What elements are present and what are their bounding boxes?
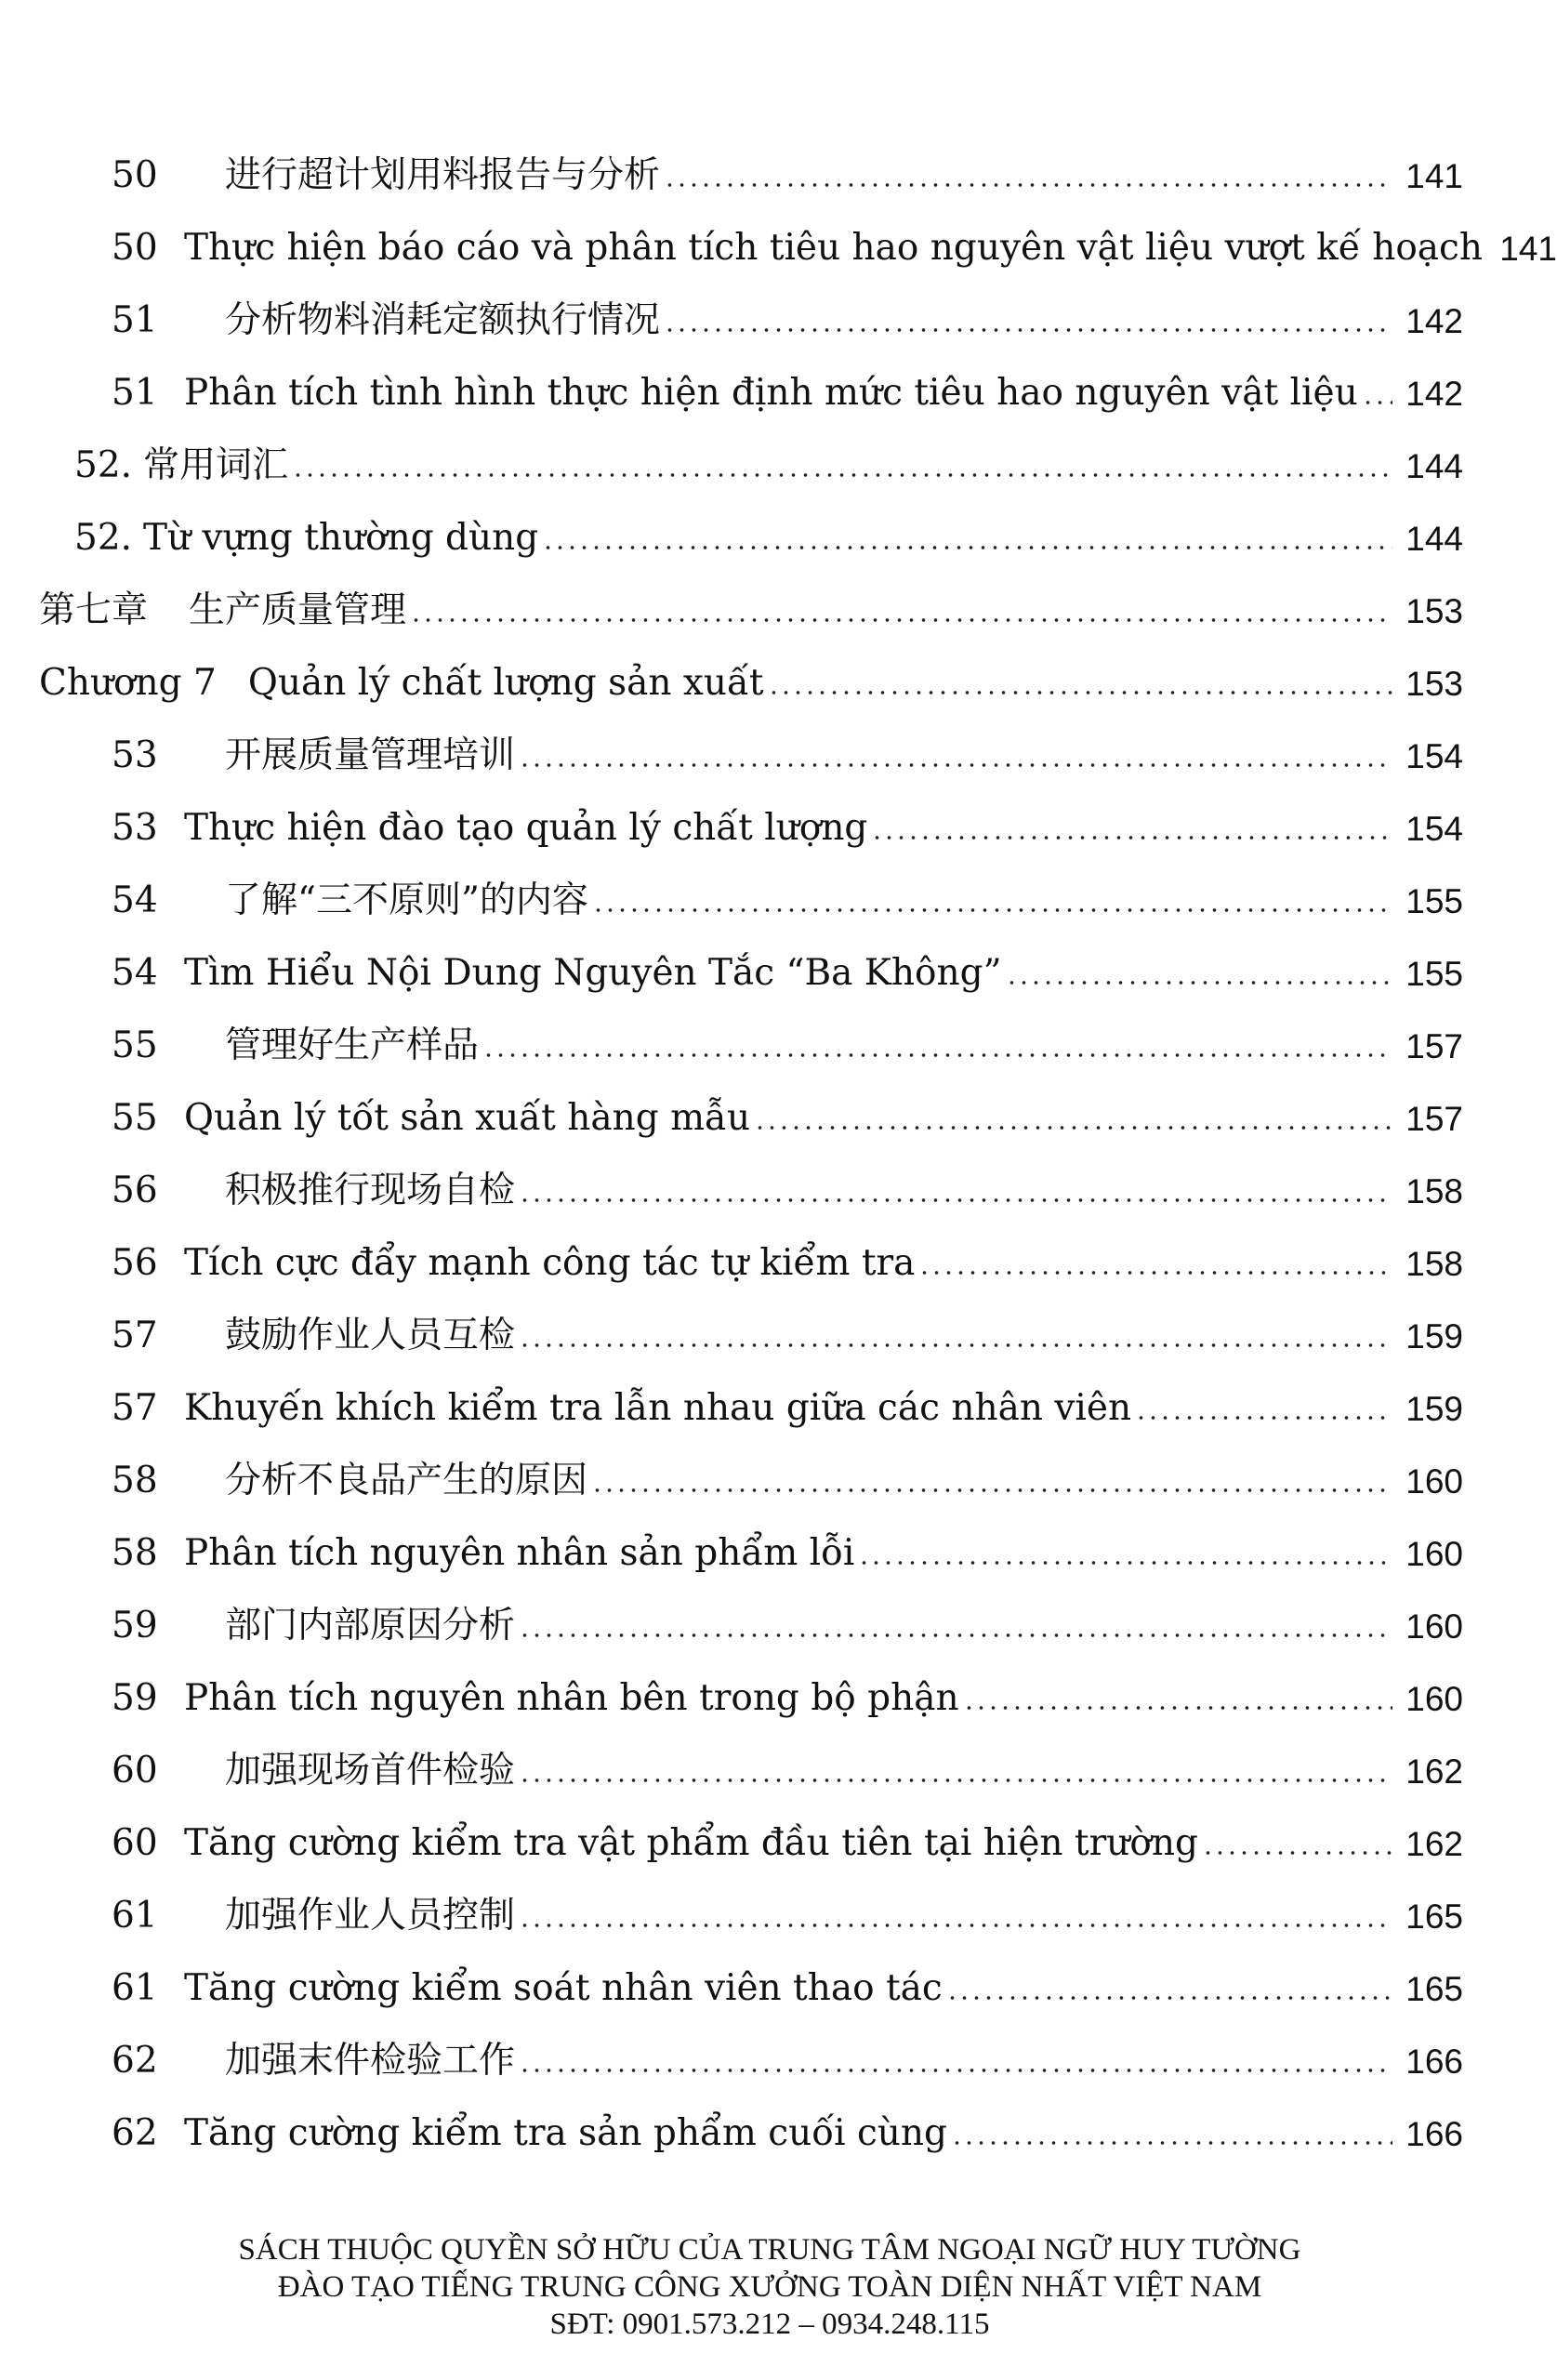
toc-entry[interactable] [0,645,1539,704]
toc-entry-title: 分析物料消耗定额执行情况 [225,299,661,341]
toc-entry-number: 51 [112,299,158,341]
dot-leader [519,1342,1392,1348]
dot-leader [871,835,1392,840]
dot-leader [1006,980,1392,985]
toc-entry[interactable] [0,1298,1539,1354]
dot-leader [519,1633,1392,1638]
toc-entry-number: 56 [112,1170,158,1211]
toc-entry-title: 加强现场首件检验 [225,1750,516,1792]
toc-entry[interactable] [0,790,1539,849]
toc-entry-page-number: 166 [1405,2043,1463,2081]
toc-entry-number: 52. [74,517,133,559]
toc-entry-number: 57 [112,1387,158,1429]
toc-entry-title: Tăng cường kiểm tra vật phẩm đầu tiên tại hiện trường [184,1822,1198,1864]
toc-entry-title: Quản lý chất lượng sản xuất [247,662,764,704]
toc-entry-page-number: 155 [1405,955,1463,993]
toc-entry[interactable] [0,2096,1539,2154]
dot-leader [951,2140,1392,2146]
dot-leader [664,182,1392,188]
toc-entry[interactable] [0,1660,1539,1719]
footer-training-line: ĐÀO TẠO TIẾNG TRUNG CÔNG XƯỞNG TOÀN DIỆN NHẤT VIỆT NAM [277,2270,1262,2304]
toc-entry-page-number: 154 [1405,810,1463,848]
toc-entry-page-number: 153 [1405,665,1463,703]
dot-leader [946,1995,1392,2001]
toc-entry-number: 57 [112,1315,158,1356]
toc-entry-number: 58 [112,1532,158,1574]
toc-entry[interactable] [0,428,1539,486]
toc-entry-number: 61 [112,1967,158,2009]
footer-phone-line: SĐT: 0901.573.212 – 0934.248.115 [549,2307,990,2341]
toc-entry-title: Từ vựng thường dùng [143,517,539,559]
toc-entry-number: 53 [112,807,158,849]
toc-entry[interactable] [0,138,1539,196]
dot-leader [754,1125,1392,1130]
toc-entry-title: 鼓励作业人员互检 [225,1315,516,1356]
toc-entry-page-number: 159 [1405,1317,1463,1355]
toc-entry[interactable] [0,355,1539,414]
toc-entry-number: 58 [112,1460,158,1501]
dot-leader [519,762,1392,768]
toc-entry-number: 第七章 [39,589,149,631]
toc-entry-number: 59 [112,1677,158,1719]
dot-leader [664,327,1392,333]
toc-entry-title: Tìm Hiểu Nội Dung Nguyên Tắc “Ba Không” [184,952,1002,994]
toc-entry-page-number: 165 [1405,1897,1463,1936]
toc-entry[interactable] [0,1515,1539,1574]
toc-entry[interactable] [0,718,1539,774]
toc-entry[interactable] [0,1878,1539,1937]
toc-entry-page-number: 155 [1405,882,1463,920]
toc-entry-page-number: 144 [1405,520,1463,558]
toc-entry-title: Thực hiện đào tạo quản lý chất lượng [184,807,868,849]
toc-entry-number: 62 [112,2112,158,2154]
toc-entry-title: 分析不良品产生的原因 [225,1460,588,1501]
toc-entry[interactable] [0,1370,1539,1429]
toc-entry-page-number: 165 [1405,1970,1463,2008]
toc-entry-page-number: 160 [1405,1680,1463,1718]
toc-entry-number: 61 [112,1895,158,1937]
toc-entry-page-number: 158 [1405,1245,1463,1283]
dot-leader [592,907,1392,913]
toc-entry-number: 53 [112,734,158,776]
dot-leader [1135,1415,1392,1421]
toc-entry-title: 部门内部原因分析 [225,1605,516,1646]
toc-entry[interactable] [0,210,1557,269]
toc-entry-number: 59 [112,1605,158,1646]
toc-entry-page-number: 160 [1405,1462,1463,1501]
toc-entry[interactable] [0,1805,1539,1864]
toc-entry-title: Phân tích tình hình thực hiện định mức tiêu hao nguyên vật liệu [184,372,1358,414]
toc-entry-number: 51 [112,372,158,414]
toc-entry[interactable] [0,500,1539,559]
toc-entry-title: 了解“三不原则”的内容 [225,879,588,921]
toc-entry-page-number: 160 [1405,1607,1463,1646]
dot-leader [1362,400,1392,405]
toc-entry[interactable] [0,1443,1539,1499]
dot-leader [519,1778,1392,1783]
toc-entry[interactable] [0,935,1539,994]
toc-entry-page-number: 144 [1405,447,1463,485]
toc-entry-page-number: 141 [1499,230,1557,268]
dot-leader [519,1923,1392,1928]
toc-entry-page-number: 141 [1405,157,1463,195]
toc-entry-number: 54 [112,952,158,994]
toc-entry-page-number: 153 [1405,592,1463,630]
toc-entry-title: Tích cực đẩy mạnh công tác tự kiểm tra [184,1242,916,1284]
toc-entry-number: 55 [112,1025,158,1066]
toc-entry-number: 50 [112,154,158,196]
dot-leader [519,1197,1392,1203]
dot-leader [918,1270,1392,1276]
dot-leader [768,690,1392,695]
dot-leader [519,2068,1392,2073]
toc-entry-page-number: 157 [1405,1027,1463,1065]
toc-entry[interactable] [0,1008,1539,1064]
toc-entry-title: Thực hiện báo cáo và phân tích tiêu hao nguyên vật liệu vượt kế hoạch [184,227,1484,269]
toc-entry-page-number: 154 [1405,737,1463,775]
toc-entry-number: 52. [74,444,133,486]
toc-entry-number: 55 [112,1097,158,1139]
toc-entry-title: 进行超计划用料报告与分析 [225,154,661,196]
toc-entry[interactable] [0,1950,1539,2009]
dot-leader [963,1705,1392,1711]
toc-entry-number: 56 [112,1242,158,1284]
toc-entry-page-number: 159 [1405,1390,1463,1428]
toc-entry[interactable] [0,2023,1539,2082]
dot-leader [542,545,1392,550]
toc-entry[interactable] [0,283,1539,341]
dot-leader [410,617,1392,623]
toc-entry-number: 54 [112,879,158,921]
page-footer [0,2231,1539,2343]
toc-entry-number: 60 [112,1822,158,1864]
toc-entry-title: 管理好生产样品 [225,1025,480,1066]
toc-entry[interactable] [0,1733,1539,1792]
toc-entry-page-number: 160 [1405,1535,1463,1573]
toc-entry-number: 62 [112,2040,158,2082]
toc-entry-page-number: 162 [1405,1825,1463,1863]
toc-entry-page-number: 158 [1405,1172,1463,1210]
toc-entry-page-number: 142 [1405,375,1463,413]
toc-entry-title: Tăng cường kiểm tra sản phẩm cuối cùng [184,2112,947,2154]
toc-entry[interactable] [0,1153,1539,1209]
dot-leader [858,1560,1392,1566]
toc-entry-title: 生产质量管理 [189,589,407,631]
toc-entry[interactable] [0,1080,1539,1139]
dot-leader [591,1488,1392,1493]
toc-entry-title: Phân tích nguyên nhân sản phẩm lỗi [184,1532,855,1574]
toc-entry-title: 常用词汇 [143,444,289,486]
toc-entry-title: 加强作业人员控制 [225,1895,516,1937]
toc-entry-title: 加强末件检验工作 [225,2040,516,2082]
toc-entry-title: Tăng cường kiểm soát nhân viên thao tác [184,1967,943,2009]
toc-entry-title: Khuyến khích kiểm tra lẫn nhau giữa các nhân viên [184,1387,1132,1429]
toc-entry-title: Quản lý tốt sản xuất hàng mẫu [184,1097,751,1139]
toc-entry-page-number: 166 [1405,2115,1463,2153]
toc-entry-number: 60 [112,1750,158,1792]
toc-entry-page-number: 162 [1405,1752,1463,1791]
dot-leader [292,472,1392,478]
toc-entry-title: 开展质量管理培训 [225,734,516,776]
toc-entry[interactable] [0,1588,1539,1644]
toc-entry[interactable] [0,1225,1539,1284]
footer-ownership-line: SÁCH THUỘC QUYỀN SỞ HỮU CỦA TRUNG TÂM NGOẠI NGỮ HUY TƯỜNG [238,2233,1301,2267]
toc-entry-title: 积极推行现场自检 [225,1170,516,1211]
dot-leader [482,1052,1392,1058]
toc-entry[interactable] [0,573,1539,631]
toc-entry[interactable] [0,863,1539,919]
toc-entry-page-number: 142 [1405,302,1463,340]
toc-entry-number: Chương 7 [39,662,217,704]
toc-entry-number: 50 [112,227,158,269]
dot-leader [1202,1850,1392,1856]
toc-entry-title: Phân tích nguyên nhân bên trong bộ phận [184,1677,959,1719]
toc-entry-page-number: 157 [1405,1100,1463,1138]
